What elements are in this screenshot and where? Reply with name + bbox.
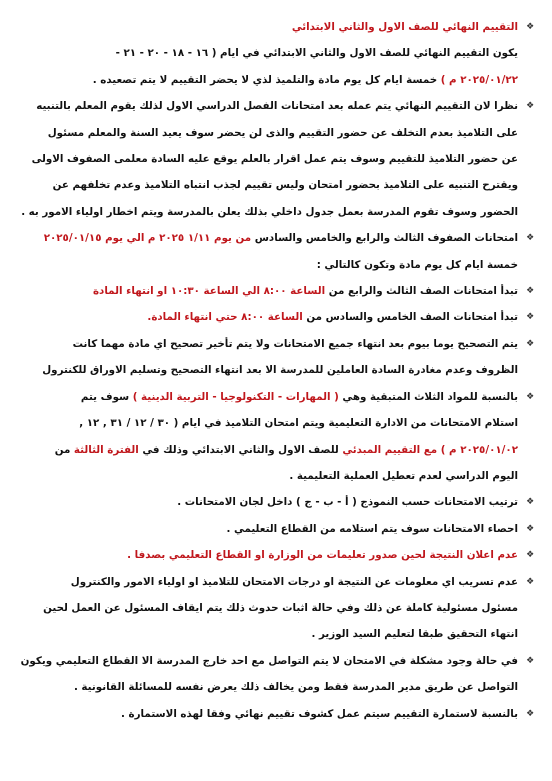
paragraph-line: الحضور وسوف تقوم المدرسة بعمل جدول داخلي بذلك يعلن بالمدرسة ويتم اخطار اولياء الامور به .: [21, 205, 518, 218]
paragraph-line: [14, 304, 518, 330]
highlight-text: من يوم ١/١١ ٢٠٢٥ م الي يوم ٢٠٢٥/٠١/١٥: [43, 232, 252, 245]
paragraph-line: ❖ يتم التصحيح يوما بيوم بعد انتهاء جميع الامتحانات ولا يتم تأخير تصحيح اي مادة مهما كانت: [72, 337, 518, 350]
paragraph-text: للصف الاول والثاني الابتدائي وذلك في: [138, 443, 343, 456]
highlight-text: الفترة الثالثة: [73, 443, 139, 456]
paragraph-line: ❖ احصاء الامتحانات سوف يتم استلامه من القطاع التعليمي .: [226, 522, 518, 535]
paragraph-text: تبدأ امتحانات الصف الثالث والرابع من: [325, 285, 518, 298]
paragraph-line: انتهاء التحقيق طبقا لتعليم السيد الوزير .: [311, 628, 518, 641]
paragraph-line: الظروف وعدم مغادرة السادة العاملين للمدرسة الا بعد انتهاء التصحيح وتسليم الاوراق للكنترول: [42, 364, 518, 377]
list-item: [14, 225, 534, 251]
paragraph-line: ❖ في حالة وجود مشكلة في الامتحان لا يتم التواصل مع احد خارج المدرسة الا القطاع التعليمي ويكون: [20, 654, 518, 667]
paragraph-text: سوف يتم: [80, 390, 133, 403]
paragraph-line: ❖ نظرا لان التقييم النهائي يتم عمله بعد امتحانات الفصل الدراسي الاول لذلك يقوم المعلم بالتنبيه: [36, 100, 518, 113]
paragraph-text: خمسة ايام كل يوم مادة والتلميذ لذي لا يحضر التقييم لا يتم تصعيده .: [92, 73, 441, 86]
list-item: [14, 542, 534, 568]
paragraph-continuation: [14, 252, 534, 278]
highlight-text: الساعة ٨:٠٠ حتي انتهاء المادة.: [147, 311, 303, 324]
list-item: [14, 384, 534, 490]
final-assessment-paragraph: [14, 40, 534, 93]
paragraph-line: [14, 384, 518, 410]
title-item: [14, 14, 534, 40]
paragraph-line: [14, 225, 518, 251]
highlight-text: ٢٠٢٥/٠١/٠٢ م ) مع التقييم المبدئي: [342, 443, 518, 456]
list-item: [14, 569, 534, 648]
paragraph-line: [14, 437, 518, 463]
paragraph-text: تبدأ امتحانات الصف الخامس والسادس من: [302, 311, 518, 324]
highlight-text: ❖ عدم اعلان النتيجة لحين صدور تعليمات من الوزارة او القطاع التعليمي بصدفا .: [127, 549, 518, 562]
highlight-text: ( المهارات - التكنولوجيا - التربية الدينية ): [132, 390, 339, 403]
list-item: [14, 489, 534, 515]
paragraph-line: التواصل عن طريق مدير المدرسة فقط ومن يخالف ذلك يعرض نفسه للمسائلة القانونية .: [73, 681, 518, 694]
paragraph-text: بالنسبة للمواد الثلاث المتبقية وهي: [338, 390, 518, 403]
list-item: [14, 304, 534, 330]
paragraph-line: على التلاميذ بعدم التخلف عن حضور التقييم والذى لن يحضر سوف يعيد السنة والمعلم مسئول: [47, 126, 518, 139]
paragraph-line: ❖ بالنسبة لاستمارة التقييم سيتم عمل كشوف تقييم نهائي وفقا لهذه الاستمارة .: [121, 707, 518, 720]
paragraph-line: يكون التقييم النهائي للصف الاول والثاني الابتدائي في ايام ( ١٦ - ١٨ - ٢٠ - ٢١ -: [115, 47, 518, 60]
paragraph-text: امتحانات الصفوف الثالث والرابع والخامس والسادس: [251, 232, 518, 245]
list-item: [14, 93, 534, 225]
paragraph-line: ❖ ترتيب الامتحانات حسب النموذج ( أ - ب - ج ) داخل لجان الامتحانات .: [177, 496, 518, 509]
paragraph-text: من: [54, 443, 74, 456]
list-item: [14, 278, 534, 304]
paragraph-line: [14, 278, 518, 304]
list-item: [14, 648, 534, 701]
paragraph-line: خمسة ايام كل يوم مادة وتكون كالتالي :: [316, 258, 518, 271]
highlight-text: ٢٠٢٥/٠١/٢٢ م ): [440, 73, 518, 86]
highlight-text: الساعة ٨:٠٠ الي الساعة ١٠:٣٠ او انتهاء المادة: [92, 285, 326, 298]
paragraph-line: مسئول مسئولية كاملة عن ذلك وفي حالة اثبات حدوث ذلك يتم ايقاف المسئول عن العمل لحين: [43, 601, 518, 614]
paragraph-line: ❖ عدم تسريب اي معلومات عن النتيجة او درجات الامتحان للتلاميذ او اولياء الامور والكنترول: [70, 575, 518, 588]
paragraph-line: عن حضور التلاميذ للتقييم وسوف يتم عمل اقرار بالعلم يوقع عليه السادة معلمى الصفوف الاولى: [31, 153, 518, 166]
document-title: ❖ التقييم النهائي للصف الاول والثاني الابتدائي: [291, 21, 518, 33]
list-item: [14, 516, 534, 542]
paragraph-line: اليوم الدراسي لعدم تعطيل العملية التعليمية .: [289, 469, 518, 482]
paragraph-line: [14, 67, 518, 93]
paragraph-line: استلام الامتحانات من الادارة التعليمية ويتم امتحان التلاميذ في ايام ( ٣٠ / ١٢ / ٣١ , ١٢ ,: [79, 417, 518, 430]
list-item: [14, 331, 534, 384]
paragraph-line: ويقترح التنبيه على التلاميذ بحضور امتحان وليس تقييم لجذب انتباه التلاميذ وعدم تخلفهم عن: [52, 179, 518, 192]
list-item: [14, 701, 534, 727]
